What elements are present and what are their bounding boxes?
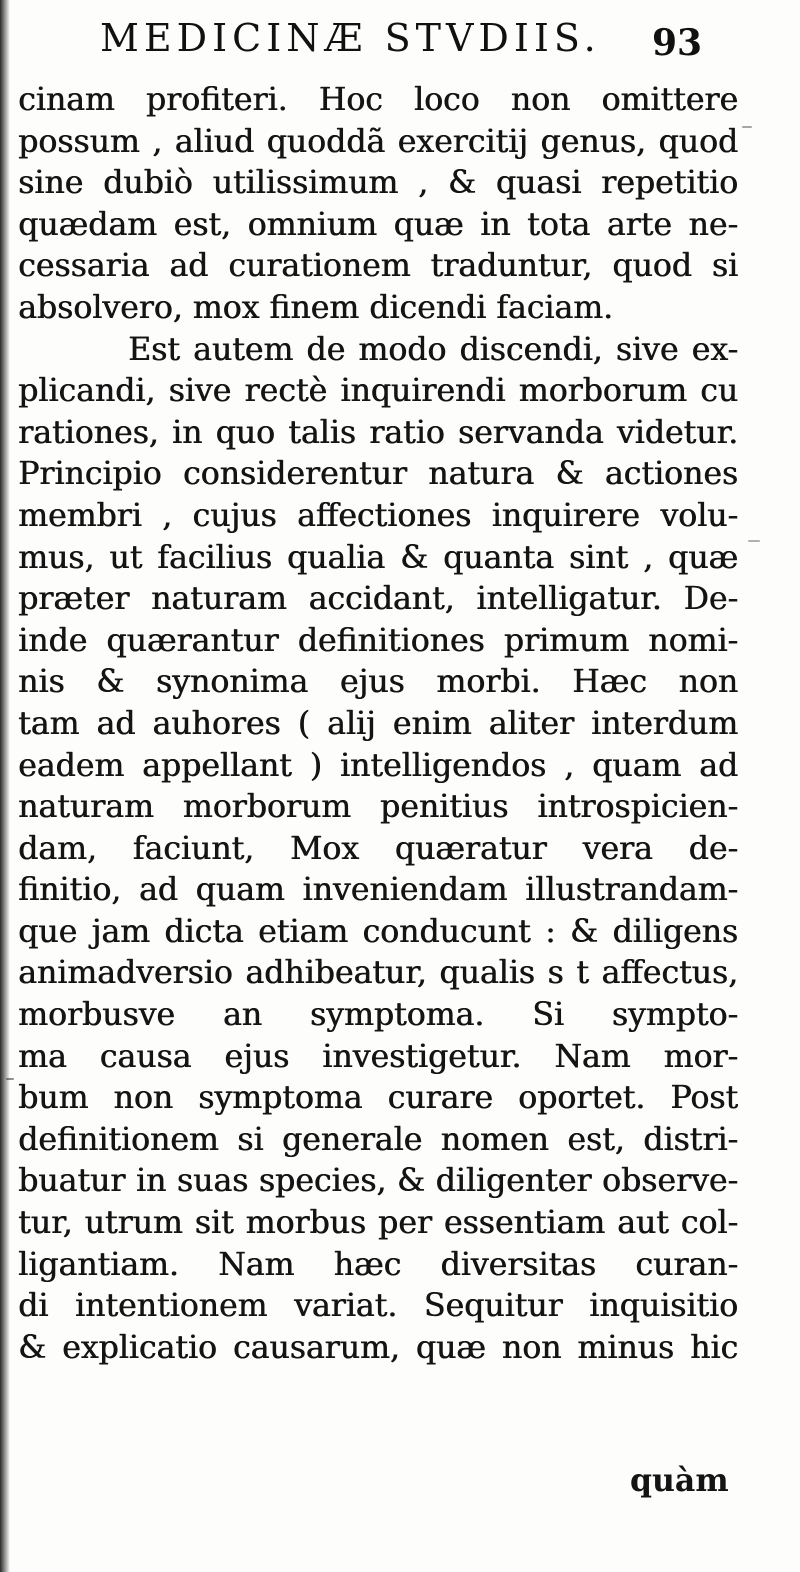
text-line: & explicatio causarum, quæ non minus hic xyxy=(18,1329,738,1366)
text-line: præter naturam accidant, intelligatur. De- xyxy=(18,581,738,618)
text-line: dam, faciunt, Mox quæratur vera de- xyxy=(18,830,738,867)
text-line: rationes, in quo talis ratio servanda videtur. xyxy=(18,414,738,451)
text-line: possum , aliud quoddã exercitij genus, quod xyxy=(18,123,738,160)
text-line: membri , cujus affectiones inquirere volu- xyxy=(18,497,738,534)
text-line: tur, utrum sit morbus per essentiam aut col- xyxy=(18,1205,738,1242)
text-line: animadversio adhibeatur, qualis s t affectus, xyxy=(18,955,738,992)
text-line: ma causa ejus investigetur. Nam mor- xyxy=(18,1038,738,1075)
text-line: absolvero, mox finem dicendi faciam. xyxy=(18,289,613,326)
text-line: ligantiam. Nam hæc diversitas curan- xyxy=(18,1246,738,1283)
text-line: que jam dicta etiam conducunt : & diligens xyxy=(18,913,738,950)
text-line: bum non symptoma curare oportet. Post xyxy=(18,1080,738,1117)
body-text xyxy=(18,80,738,1369)
ink-speck xyxy=(748,540,760,542)
page-edge-shadow xyxy=(0,0,10,1572)
paragraph-start-line: Est autem de modo discendi, sive ex- xyxy=(128,331,738,368)
text-line: inde quærantur definitiones primum nomi- xyxy=(18,622,738,659)
text-line: cessaria ad curationem traduntur, quod si xyxy=(18,248,738,285)
catchword: quàm xyxy=(630,1462,729,1499)
text-line: mus, ut facilius qualia & quanta sint , quæ xyxy=(18,539,738,576)
ink-speck xyxy=(742,126,752,128)
text-line: eadem appellant ) intelligendos , quam ad xyxy=(18,747,738,784)
text-line: sine dubiò utilissimum , & quasi repetitio xyxy=(18,165,738,202)
text-line: plicandi, sive rectè inquirendi morborum cu xyxy=(18,373,738,410)
text-line: Principio considerentur natura & actiones xyxy=(18,456,738,493)
text-line: naturam morborum penitius introspicien- xyxy=(18,789,738,826)
text-line: buatur in suas species, & diligenter observe- xyxy=(18,1163,738,1200)
text-line: morbusve an symptoma. Si sympto- xyxy=(18,997,738,1034)
text-line: nis & synonima ejus morbi. Hæc non xyxy=(18,664,738,701)
text-line: cinam profiteri. Hoc loco non omittere xyxy=(18,82,738,118)
page-number: 93 xyxy=(652,22,703,64)
text-line: definitionem si generale nomen est, distri- xyxy=(18,1121,738,1158)
ink-speck xyxy=(6,1078,14,1080)
text-line: di intentionem variat. Sequitur inquisitio xyxy=(18,1288,738,1325)
page-header xyxy=(0,14,800,74)
text-line: quædam est, omnium quæ in tota arte ne- xyxy=(18,206,738,243)
text-line: tam ad auhores ( alij enim aliter interdum xyxy=(18,705,738,742)
running-title: MEDICINÆ STVDIIS. xyxy=(100,16,601,60)
text-line: finitio, ad quam inveniendam illustrandam- xyxy=(18,872,738,909)
